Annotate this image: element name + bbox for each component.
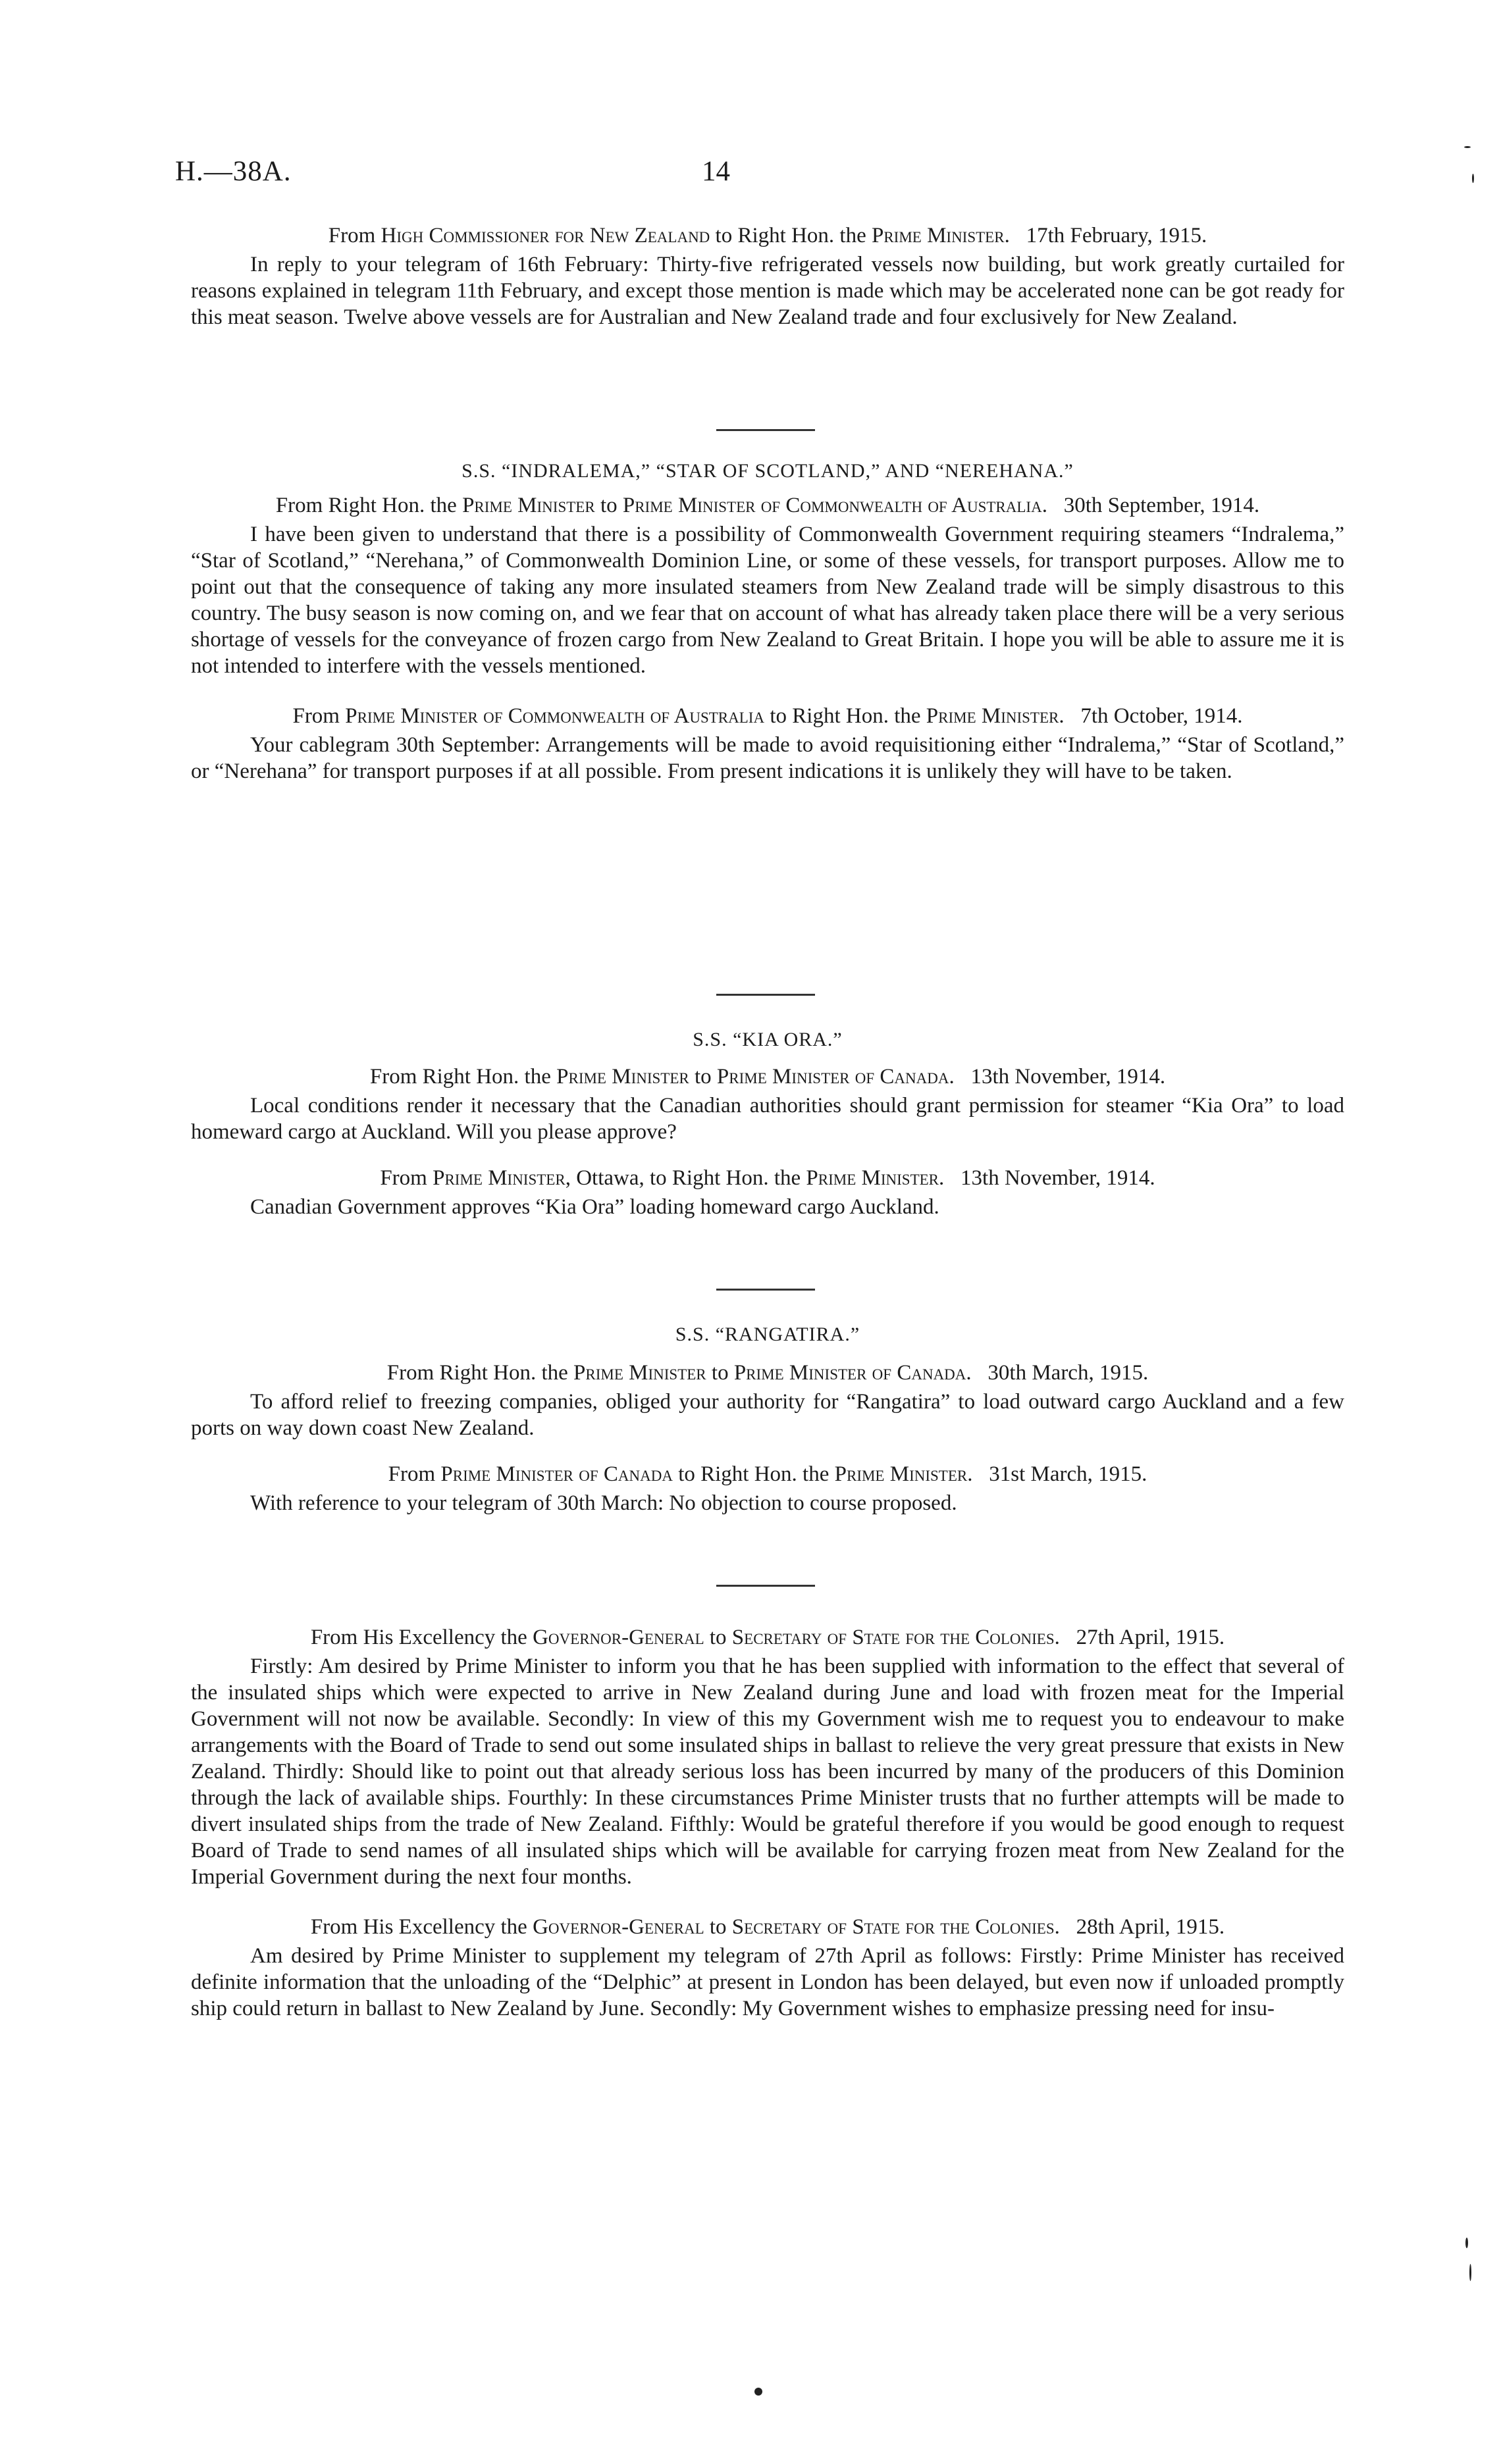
from-mid: to: [711, 1361, 729, 1385]
sender: High Commissioner for New Zealand: [381, 224, 710, 247]
sender: Prime Minister: [573, 1361, 706, 1385]
message-date: 28th April, 1915.: [1076, 1915, 1225, 1939]
message-date: 30th March, 1915.: [988, 1361, 1149, 1385]
message-body: Canadian Government approves “Kia Ora” loading homeward cargo Auckland.: [250, 1195, 939, 1219]
from-mid: Ottawa, to Right Hon. the: [576, 1166, 801, 1190]
sender: Prime Minister of Commonwealth of Australia: [345, 704, 765, 728]
from-prefix: From: [380, 1166, 427, 1190]
message-date: 30th September, 1914.: [1063, 494, 1260, 517]
from-prefix: From His Excellency the: [310, 1626, 527, 1649]
recipient: Prime Minister.: [806, 1166, 945, 1190]
message-body: In reply to your telegram of 16th February: Thirty-five refrigerated vessels now building, but work greatly curtailed for reasons explained in telegram 11th February, and except those mention is made which may be accelerated none can be got ready for this meat season. Twelve above vessels are for Australian and New Zealand trade and four exclusively for New Zealand.: [191, 253, 1344, 329]
from-prefix: From Right Hon. the: [275, 494, 457, 517]
section-divider: [716, 994, 815, 996]
message-heading: [191, 1165, 1344, 1191]
section-divider: [716, 1289, 815, 1291]
section-governor-general: [191, 1624, 1344, 2022]
from-mid: to Right Hon. the: [770, 704, 921, 728]
section-kia-ora: [191, 1027, 1344, 1220]
section-rangatira: [191, 1322, 1344, 1516]
message-date: 7th October, 1914.: [1080, 704, 1243, 728]
message-body: Am desired by Prime Minister to supplement my telegram of 27th April as follows: Firstly: Prime Minister has received definite information that the unloading of the “Delphic” at present in London has been delayed, but even now if unloaded promptly ship could return in ballast to New Zealand by June. Secondly: My Government wishes to emphasize pressing need for insu-: [191, 1944, 1344, 2020]
message-heading: [191, 1360, 1344, 1386]
message-date: 27th April, 1915.: [1076, 1626, 1225, 1649]
recipient: Prime Minister.: [834, 1462, 973, 1486]
sender: Governor-General: [533, 1915, 704, 1939]
section-title: S.S. “KIA ORA.”: [693, 1029, 843, 1050]
sender: Prime Minister of Canada: [440, 1462, 673, 1486]
from-mid: to Right Hon. the: [715, 224, 866, 247]
scan-speck: [754, 2388, 762, 2396]
message-date: 13th November, 1914.: [961, 1166, 1155, 1190]
page-number: 14: [702, 156, 730, 187]
message-heading: [191, 1624, 1344, 1651]
from-mid: to: [709, 1915, 727, 1939]
from-mid: to: [709, 1626, 727, 1649]
recipient: Prime Minister of Commonwealth of Australia.: [622, 494, 1047, 517]
from-prefix: From: [388, 1462, 436, 1486]
recipient: Prime Minister of Canada.: [733, 1361, 972, 1385]
message-date: 17th February, 1915.: [1026, 224, 1207, 247]
from-prefix: From Right Hon. the: [369, 1065, 551, 1089]
message-heading: [191, 703, 1344, 729]
message-body: With reference to your telegram of 30th March: No objection to course proposed.: [250, 1491, 957, 1515]
document-reference: H.—38A.: [175, 156, 292, 187]
section-title: S.S. “INDRALEMA,” “STAR OF SCOTLAND,” AND “NEREHANA.”: [461, 460, 1074, 482]
scan-speck: [1472, 174, 1474, 183]
scan-speck: [1465, 2238, 1468, 2248]
scan-speck: [1469, 2264, 1471, 2281]
section-indralema: [191, 458, 1344, 784]
from-mid: to Right Hon. the: [678, 1462, 830, 1486]
section-divider: [716, 429, 815, 431]
from-prefix: From: [328, 224, 376, 247]
section-high-commissioner: [191, 222, 1344, 330]
message-heading: [191, 1461, 1344, 1487]
section-divider: [716, 1585, 815, 1587]
recipient: Prime Minister.: [926, 704, 1065, 728]
from-prefix: From Right Hon. the: [386, 1361, 568, 1385]
sender: Governor-General: [533, 1626, 704, 1649]
message-heading: [191, 1914, 1344, 1940]
message-date: 31st March, 1915.: [989, 1462, 1147, 1486]
message-heading: [191, 1064, 1344, 1090]
recipient: Secretary of State for the Colonies.: [731, 1915, 1060, 1939]
sender: Prime Minister: [556, 1065, 689, 1089]
from-prefix: From: [292, 704, 340, 728]
message-date: 13th November, 1914.: [970, 1065, 1166, 1089]
sender: Prime Minister,: [433, 1166, 571, 1190]
section-title: S.S. “RANGATIRA.”: [675, 1323, 860, 1345]
from-mid: to: [694, 1065, 712, 1089]
message-heading: [191, 222, 1344, 249]
recipient: Prime Minister.: [871, 224, 1010, 247]
sender: Prime Minister: [462, 494, 595, 517]
message-body: Local conditions render it necessary that the Canadian authorities should grant permission for steamer “Kia Ora” to load homeward cargo at Auckland. Will you please approve?: [191, 1094, 1344, 1144]
message-heading: [191, 492, 1344, 519]
from-mid: to: [600, 494, 618, 517]
message-body: Firstly: Am desired by Prime Minister to inform you that he has been supplied with information to the effect that several of the insulated ships which were expected to arrive in New Zealand during June and load with frozen meat for the Imperial Government will not now be available. Secondly: In view of this my Government wish me to request you to endeavour to make arrangements with the Board of Trade to send out some insulated ships in ballast to relieve the very great pressure that exists in New Zealand. Thirdly: Should like to point out that already serious loss has been incurred by many of the producers of this Dominion through the lack of available ships. Fourthly: In these circumstances Prime Minister trusts that no further attempts will be made to divert insulated ships from the trade of New Zealand. Fifthly: Would be grateful therefore if you would be good enough to request Board of Trade to send names of all insulated ships which will be available for carrying frozen meat from New Zealand for the Imperial Government during the next four months.: [191, 1655, 1344, 1889]
recipient: Prime Minister of Canada.: [716, 1065, 955, 1089]
recipient: Secretary of State for the Colonies.: [731, 1626, 1060, 1649]
message-body: To afford relief to freezing companies, obliged your authority for “Rangatira” to load outward cargo Auckland and a few ports on way down coast New Zealand.: [191, 1390, 1344, 1440]
message-body: Your cablegram 30th September: Arrangements will be made to avoid requisitioning either “Indralema,” “Star of Scotland,” or “Nerehana” for transport purposes if at all possible. From present indications it is unlikely they will have to be taken.: [191, 733, 1344, 783]
from-prefix: From His Excellency the: [310, 1915, 527, 1939]
scan-speck: [1464, 146, 1471, 148]
message-body: I have been given to understand that there is a possibility of Commonwealth Government requiring steamers “Indralema,” “Star of Scotland,” “Nerehana,” of Commonwealth Dominion Line, or some of these vessels, for transport purposes. Allow me to point out that the consequence of taking any more insulated steamers from New Zealand trade will be simply disastrous to this country. The busy season is now coming on, and we fear that on account of what has already taken place there will be a very serious shortage of vessels for the conveyance of frozen cargo from New Zealand to Great Britain. I hope you will be able to assure me it is not intended to interfere with the vessels mentioned.: [191, 523, 1344, 678]
